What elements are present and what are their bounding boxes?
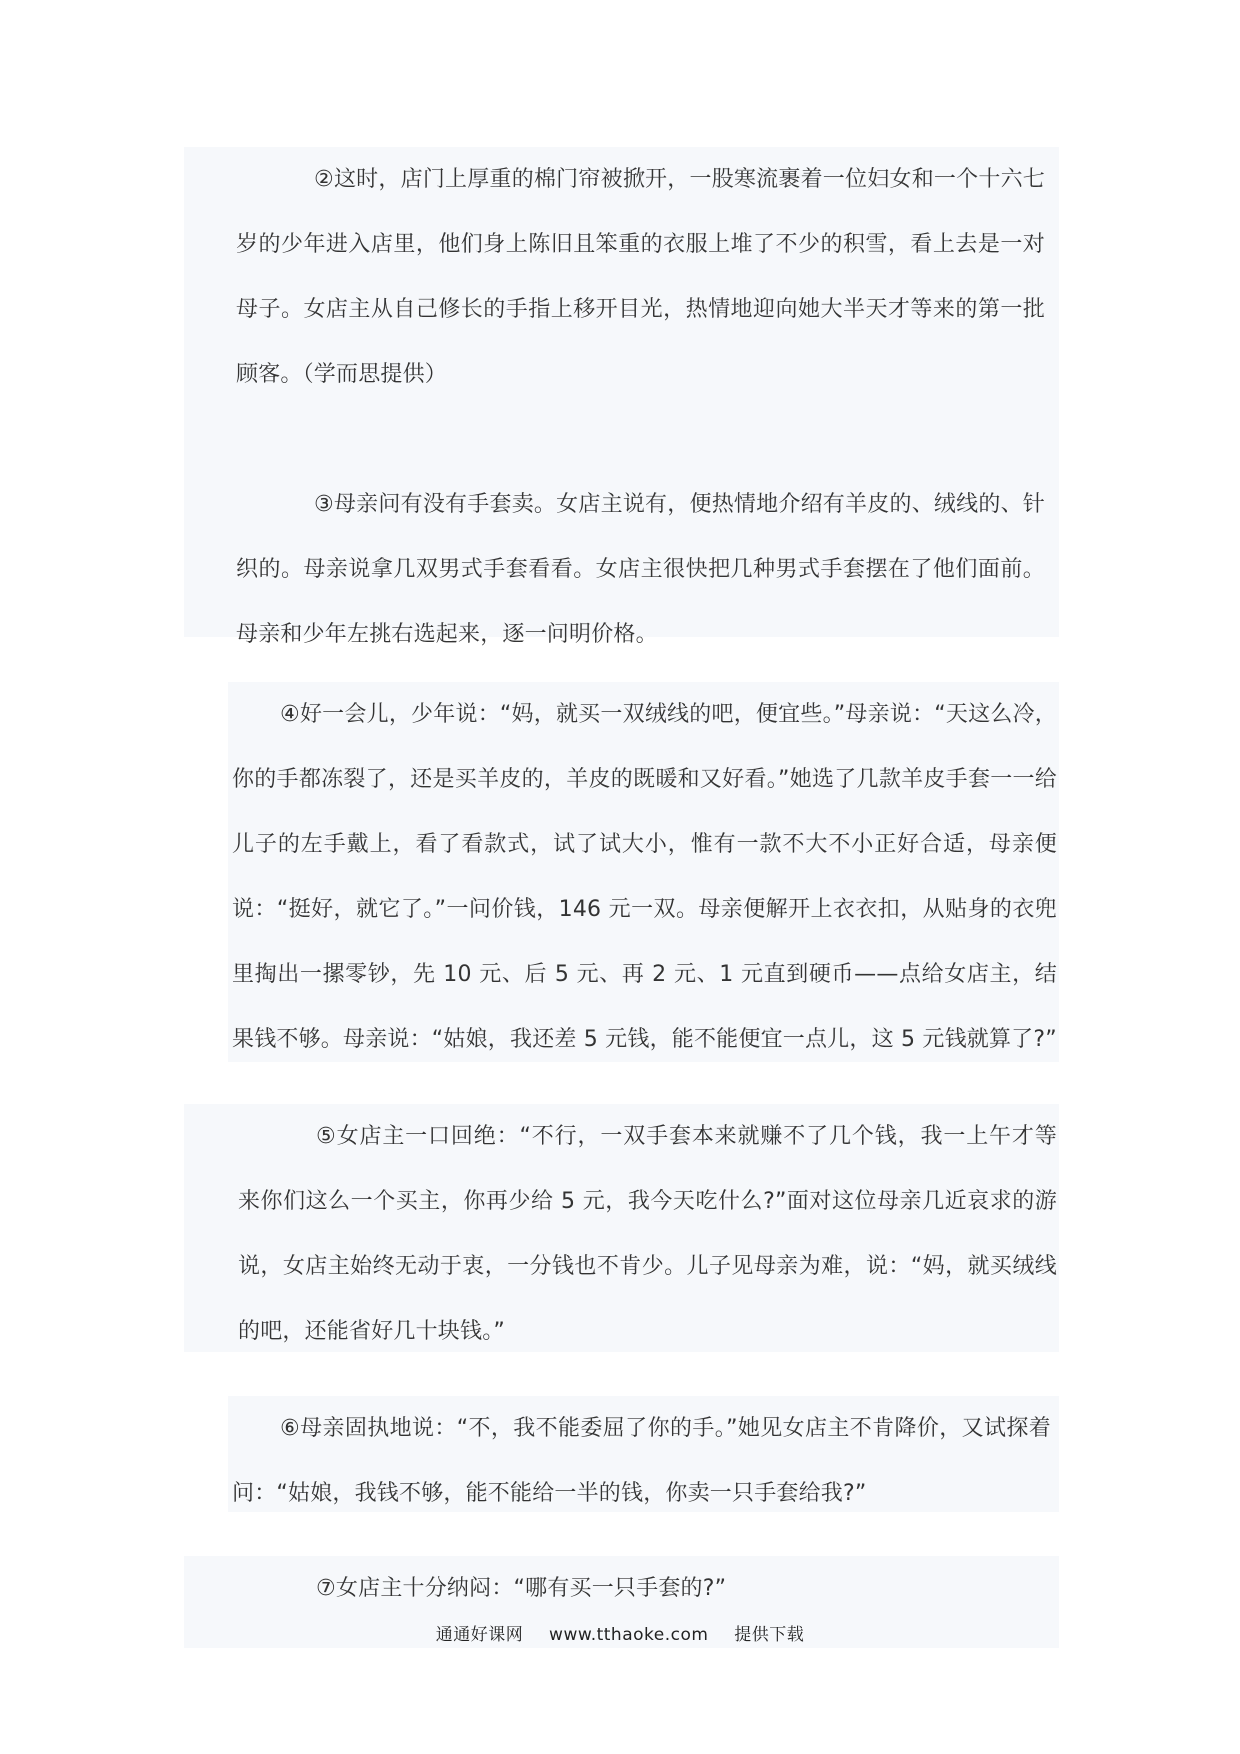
- page-footer: [0, 1620, 1240, 1645]
- paragraph-7: ⑦女店主十分纳闷：“哪有买一只手套的?”: [316, 1576, 727, 1601]
- footer-note: 提供下载: [734, 1625, 805, 1645]
- paragraph-gap: [236, 407, 1045, 472]
- paragraph-block-4: [228, 682, 1059, 1062]
- footer-site-name: 通通好课网: [435, 1625, 524, 1645]
- paragraph-block-6: [228, 1396, 1059, 1512]
- paragraph-block-5: [184, 1104, 1059, 1352]
- paragraph-4: ④好一会儿，少年说：“妈，就买一双绒线的吧，便宜些。”母亲说：“天这么冷，你的手都冻裂了，还是买羊皮的，羊皮的既暖和又好看。”她选了几款羊皮手套一一给儿子的左手戴上，看了看款式，试了试大小，惟有一款不大不小正好合适，母亲便说：“挺好，就它了。”一问价钱，146 元一双。母亲便解开上衣衣扣，从贴身的衣兜里掏出一摞零钞，先 10 元、后 5 元、再 2 元、1 元直到硬币——点给女店主，结果钱不够。母亲说：“姑娘，我还差 5 元钱，能不能便宜一点儿，这 5 元钱就算了?”: [232, 702, 1057, 1052]
- footer-url: www.tthaoke.com: [549, 1625, 709, 1645]
- paragraph-6: ⑥母亲固执地说：“不，我不能委屈了你的手。”她见女店主不肯降价，又试探着问：“姑娘，我钱不够，能不能给一半的钱，你卖一只手套给我?”: [232, 1416, 1051, 1506]
- paragraph-3: ③母亲问有没有手套卖。女店主说有，便热情地介绍有羊皮的、绒线的、针织的。母亲说拿几双男式手套看看。女店主很快把几种男式手套摆在了他们面前。母亲和少年左挑右选起来，逐一问明价格。: [236, 492, 1045, 647]
- paragraph-5: ⑤女店主一口回绝：“不行，一双手套本来就赚不了几个钱，我一上午才等来你们这么一个买主，你再少给 5 元，我今天吃什么?”面对这位母亲几近哀求的游说，女店主始终无动于衷，一分钱也不肯少。儿子见母亲为难，说：“妈，就买绒线的吧，还能省好几十块钱。”: [238, 1124, 1057, 1344]
- paragraph-2: ②这时，店门上厚重的棉门帘被掀开，一股寒流裹着一位妇女和一个十六七岁的少年进入店里，他们身上陈旧且笨重的衣服上堆了不少的积雪，看上去是一对母子。女店主从自己修长的手指上移开目光，热情地迎向她大半天才等来的第一批顾客。（学而思提供）: [236, 167, 1045, 387]
- paragraph-block-2-3: [184, 147, 1059, 647]
